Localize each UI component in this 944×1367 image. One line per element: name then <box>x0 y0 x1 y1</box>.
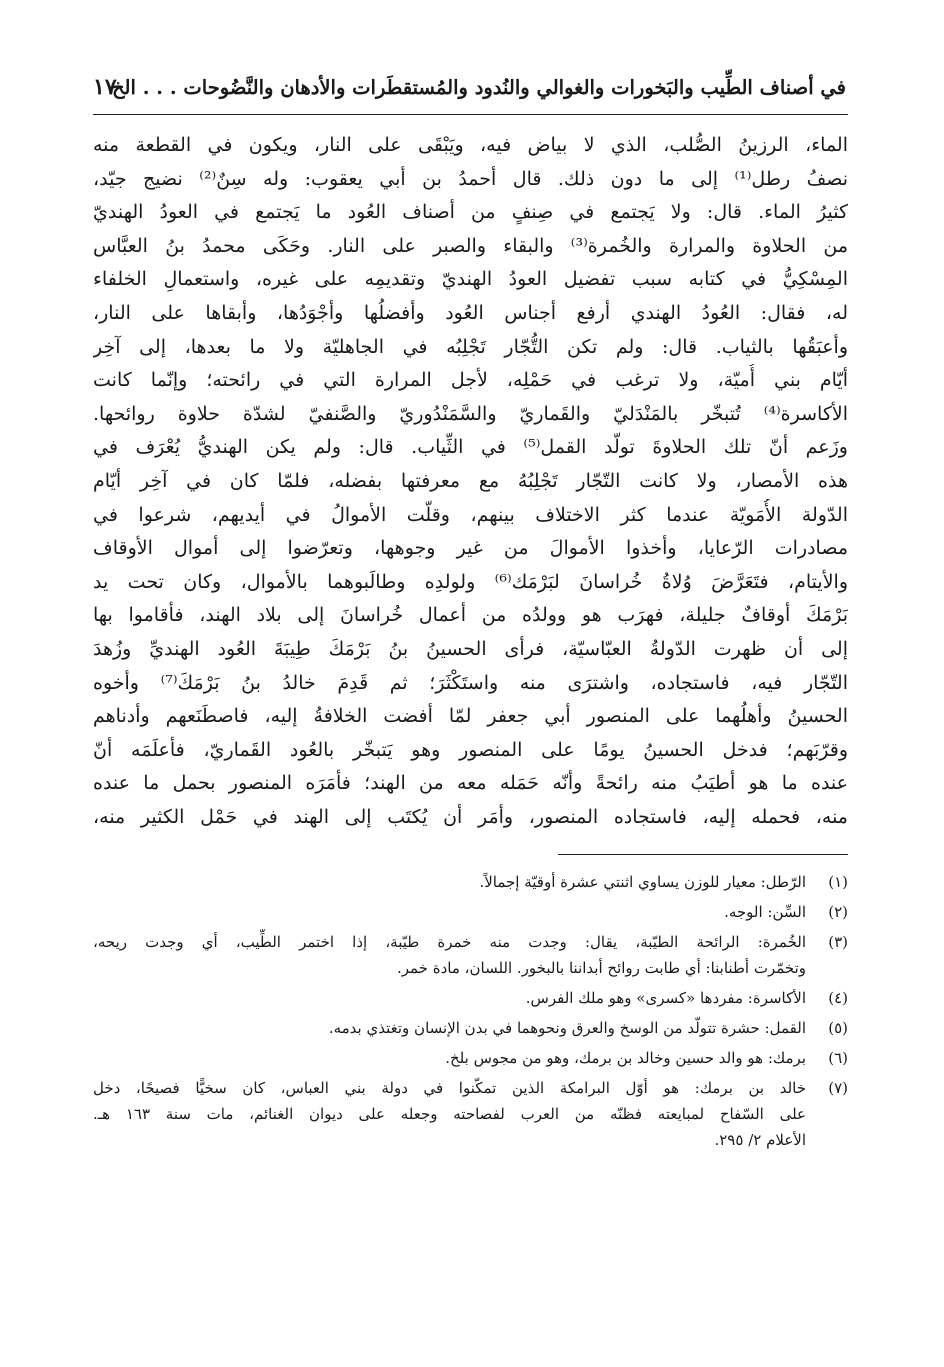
footnote <box>93 899 848 925</box>
footnote-number: (٢) <box>828 903 848 922</box>
header-title: في أصناف الطِّيب والبَخورات والغوالي والنُدود والمُستقطَرات والأدهان والنَّضُوحات . . . الخ <box>111 76 846 99</box>
footnote-text <box>93 929 806 981</box>
body-line: من الحلاوة والمرارة والخُمرة⁽³⁾ والبقاء والصبر على النار. وحَكَى محمدُ بنُ العبَّاس <box>93 234 848 257</box>
body-line: الأكاسرة⁽⁴⁾ تُتبخّر بالمَنْدَليّ والقَماريّ والسَّمَنْدُوريّ والصَّنفيّ لشدّة حلاوة روائحها. <box>93 402 848 425</box>
footnote-text <box>93 1045 806 1071</box>
footnote <box>93 1045 848 1071</box>
body-line: إلى أن ظهرت الدّولةُ العبّاسيّة، فرأى الحسينُ بنُ بَرْمَكَ طِيبَةَ العُود الهنديِّ وزُهدَ <box>93 637 848 660</box>
body-line: عنده ما هو أطيَبُ منه رائحةً وأنّه حَمَله معه من الهند؛ فأمَرَه المنصور بحمل ما عنده <box>93 772 848 795</box>
footnote-number: (٦) <box>828 1049 848 1068</box>
footnote-text <box>93 985 806 1011</box>
footnote <box>93 1015 848 1041</box>
footnote-number: (١) <box>828 873 848 892</box>
footnote-text <box>93 1075 806 1153</box>
footnote <box>93 1075 848 1153</box>
footnote-line: الخُمرة: الرائحة الطيّبة، يقال: وجدت منه خمرة طيّبة، إذا اختمر الطِّيب، أي وجدت ريحه، <box>93 933 806 952</box>
body-line: منه، فحمله إليه، فاستجاده المنصور، وأمَر أن يُكتَب إلى الهند في حَمْل الكثير منه، <box>93 805 848 828</box>
footnotes <box>93 869 848 1153</box>
running-header <box>93 70 848 114</box>
body-line: وأعبَقُها بالثياب. قال: ولم تكن التُّجّار تَجْلِبُه في الجاهليّة ولا ما بعدها، إلى آخِر <box>93 335 848 358</box>
body-text <box>93 129 848 834</box>
body-line: والأيتام، فتَعَرَّضَ وُلاةُ خُراسانَ لبَرْمَك⁽⁶⁾ ولولدِه وطالَبوهما بالأموال، وكان تحت يد <box>93 570 848 593</box>
footnote-number: (٤) <box>828 989 848 1008</box>
page-number: ١٧ <box>93 74 117 100</box>
body-line: وزَعم أنّ تلك الحلاوةَ تولّد القمل⁽⁵⁾ في الثِّياب. قال: ولم يكن الهنديُّ يُعْرَف في <box>93 436 848 459</box>
body-line: الماء، الرزينُ الصُّلب، الذي لا بياض فيه، ويَبْقَى على النار، ويكون في القطعة منه <box>93 134 848 156</box>
footnote-line: على السّفاح لمبايعته فظنّه من العرب لفصاحته وجعله على ديوان الغنائم، مات سنة ١٦٣ هـ. <box>93 1105 806 1124</box>
header-rule <box>93 114 848 115</box>
body-line: هذه الأمصار، ولا كانت التّجّار تَجْلِبُهُ مع معرفتها بفضله، فلمّا كان في آخِر أيّام <box>93 469 848 492</box>
body-line: وقرّبَهم؛ فدخل الحسينُ يومًا على المنصور وهو يَتبخّر بالعُود القَماريّ، فأعلَمَه أنّ <box>93 738 848 761</box>
footnote-number: (٧) <box>828 1079 848 1098</box>
body-line: مصادرات الرّعايا، وأخذوا الأموالَ من غير وجوهها، وتعرّضوا إلى أموال الأوقاف <box>93 537 848 560</box>
body-line: الحسينُ وأهلُهما على المنصور أبي جعفر لمّا أفضت الخلافةُ إليه، فاصطَنَعهم وأدناهم <box>93 705 848 728</box>
footnote-line: السِّن: الوجه. <box>724 903 806 922</box>
body-line: التّجّار فيه، فاستجاده، واشترَى منه واستَكْثَرَ؛ ثم قَدِمَ خالدُ بنُ بَرْمَكَ⁽⁷⁾ وأخوه <box>93 671 848 694</box>
footnote-line: الأكاسرة: مفردها «كسرى» وهو ملك الفرس. <box>525 989 806 1008</box>
footnote <box>93 869 848 895</box>
footnote-text <box>93 1015 806 1041</box>
footnote-number: (٥) <box>828 1019 848 1038</box>
footnote-line: برمك: هو والد حسين وخالد بن برمك، وهو من مجوس بلخ. <box>445 1049 806 1068</box>
body-line: نصفُ رطل⁽¹⁾ إلى ما دون ذلك. قال أحمدُ بن أبي يعقوب: وله سِنٌ⁽²⁾ نضيج جيّد، <box>93 167 848 190</box>
body-line: له، فقال: العُودُ الهندي أرفع أجناس العُود وأفضلُها وأجْوَدُها، وأبقاها على النار، <box>93 301 848 324</box>
footnote-line: القمل: حشرة تتولّد من الوسخ والعرق ونحوهما في بدن الإنسان وتغتذي بدمه. <box>328 1019 806 1038</box>
body-line: بَرْمَكَ أوقافٌ جليلة، فهرَب هو وولدُه من أعمال خُراسانَ إلى بلاد الهند، فأقاموا بها <box>93 604 848 627</box>
body-line: أيّام بني أُميّة، ولا ترغب في حَمْلِه، لأجل المرارة التي في رائحته؛ وإنّما كانت <box>93 369 848 392</box>
footnote-text <box>93 869 806 895</box>
body-line: المِسْكِيُّ في كتابه سبب تفضيل العودُ الهنديّ وتقديمِه على غيره، واستعمالِ الخلفاء <box>93 268 848 291</box>
footnote-separator <box>558 854 848 855</box>
footnote-line: وتخمّرت أطنابنا: أي طابت روائح أبداننا بالبخور. اللسان، مادة خمر. <box>396 959 806 978</box>
footnote <box>93 985 848 1011</box>
footnote-line: خالد بن برمك: هو أوّل البرامكة الذين تمكّنوا في دولة بني العباس، كان سخيًّا فصيحًا، دخل <box>93 1079 806 1098</box>
footnote <box>93 929 848 981</box>
body-line: كثيرُ الماء. قال: ولا يَجتمع في صِنفٍ من أصناف العُود ما يَجتمع في العودُ الهنديّ <box>93 201 848 224</box>
footnote-text <box>93 899 806 925</box>
footnote-line: الرّطل: معيار للوزن يساوي اثنتي عشرة أوقيّة إجمالاً. <box>479 873 806 892</box>
footnote-line: الأعلام ٢/ ٢٩٥. <box>714 1131 806 1150</box>
book-page <box>93 70 848 1157</box>
footnote-number: (٣) <box>828 933 848 952</box>
body-line: الدّولة الأُمَويّة عندما كثر الاختلاف بينهم، وقلّت الأموالُ في أيديهم، شرعوا في <box>93 503 848 526</box>
